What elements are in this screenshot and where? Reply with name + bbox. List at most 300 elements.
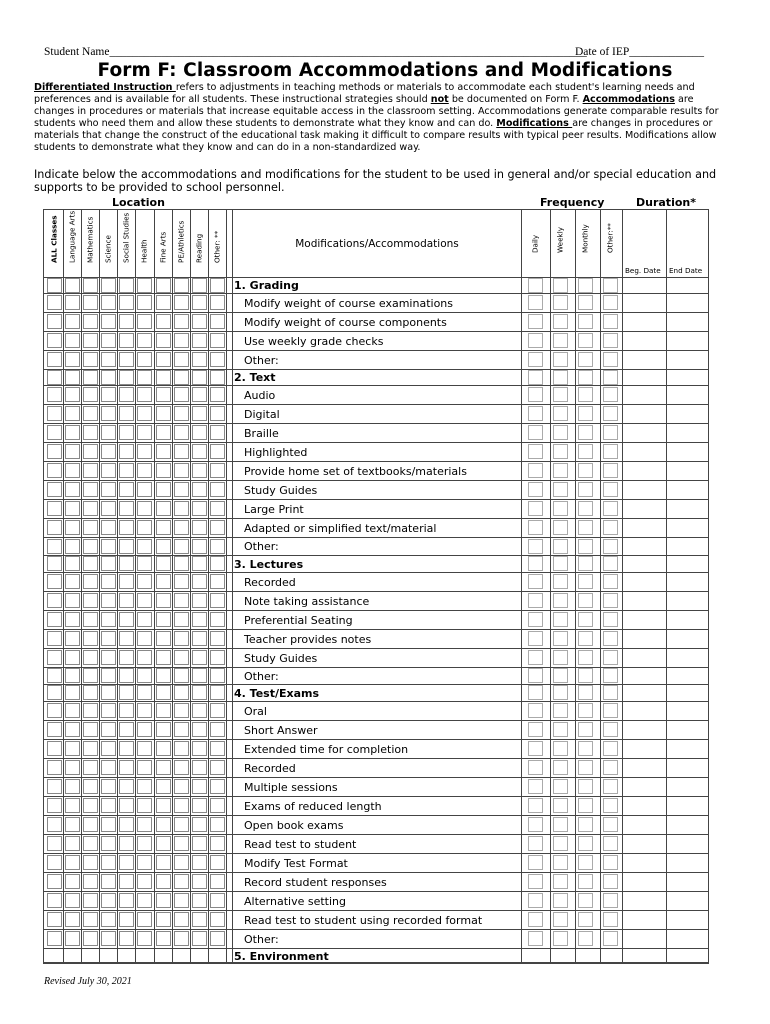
location-checkbox[interactable] [47,893,62,908]
location-checkbox[interactable] [119,931,134,946]
location-checkbox[interactable] [156,593,171,608]
frequency-checkbox[interactable] [553,370,568,385]
location-checkbox[interactable] [101,556,116,571]
location-checkbox[interactable] [101,668,116,683]
location-checkbox[interactable] [192,314,207,329]
location-checkbox[interactable] [174,593,189,608]
location-checkbox[interactable] [65,370,80,385]
location-checkbox[interactable] [101,741,116,756]
location-checkbox[interactable] [47,855,62,870]
location-checkbox[interactable] [137,593,152,608]
frequency-checkbox[interactable] [553,836,568,851]
frequency-checkbox[interactable] [528,741,543,756]
location-checkbox[interactable] [47,352,62,367]
frequency-checkbox[interactable] [528,333,543,348]
location-checkbox[interactable] [119,520,134,535]
location-checkbox[interactable] [47,501,62,516]
location-checkbox[interactable] [47,539,62,554]
location-checkbox[interactable] [192,631,207,646]
location-checkbox[interactable] [156,612,171,627]
location-checkbox[interactable] [174,370,189,385]
location-checkbox[interactable] [65,668,80,683]
location-checkbox[interactable] [137,741,152,756]
location-checkbox[interactable] [174,703,189,718]
frequency-checkbox[interactable] [578,425,593,440]
location-checkbox[interactable] [101,912,116,927]
location-checkbox[interactable] [65,650,80,665]
location-checkbox[interactable] [192,931,207,946]
frequency-checkbox[interactable] [603,912,618,927]
location-checkbox[interactable] [192,333,207,348]
location-checkbox[interactable] [83,444,98,459]
location-checkbox[interactable] [83,539,98,554]
frequency-checkbox[interactable] [528,501,543,516]
frequency-checkbox[interactable] [578,855,593,870]
frequency-checkbox[interactable] [578,668,593,683]
location-checkbox[interactable] [101,893,116,908]
frequency-checkbox[interactable] [578,893,593,908]
frequency-checkbox[interactable] [603,352,618,367]
location-checkbox[interactable] [83,703,98,718]
location-checkbox[interactable] [174,668,189,683]
location-checkbox[interactable] [83,631,98,646]
location-checkbox[interactable] [174,912,189,927]
location-checkbox[interactable] [65,406,80,421]
location-checkbox[interactable] [156,387,171,402]
frequency-checkbox[interactable] [553,668,568,683]
frequency-checkbox[interactable] [578,779,593,794]
location-checkbox[interactable] [192,685,207,700]
frequency-checkbox[interactable] [578,520,593,535]
location-checkbox[interactable] [119,798,134,813]
location-checkbox[interactable] [119,650,134,665]
frequency-checkbox[interactable] [553,650,568,665]
frequency-checkbox[interactable] [553,314,568,329]
location-checkbox[interactable] [83,593,98,608]
frequency-checkbox[interactable] [578,685,593,700]
frequency-checkbox[interactable] [528,703,543,718]
location-checkbox[interactable] [174,798,189,813]
location-checkbox[interactable] [137,874,152,889]
location-checkbox[interactable] [83,612,98,627]
location-checkbox[interactable] [83,855,98,870]
location-checkbox[interactable] [47,444,62,459]
location-checkbox[interactable] [47,556,62,571]
location-checkbox[interactable] [65,855,80,870]
frequency-checkbox[interactable] [528,444,543,459]
location-checkbox[interactable] [47,668,62,683]
location-checkbox[interactable] [119,278,134,293]
location-checkbox[interactable] [192,836,207,851]
frequency-checkbox[interactable] [528,631,543,646]
frequency-checkbox[interactable] [553,779,568,794]
location-checkbox[interactable] [83,798,98,813]
location-checkbox[interactable] [137,668,152,683]
location-checkbox[interactable] [192,612,207,627]
location-checkbox[interactable] [101,370,116,385]
frequency-checkbox[interactable] [553,463,568,478]
frequency-checkbox[interactable] [603,817,618,832]
location-checkbox[interactable] [83,556,98,571]
frequency-checkbox[interactable] [553,295,568,310]
location-checkbox[interactable] [119,314,134,329]
location-checkbox[interactable] [101,779,116,794]
location-checkbox[interactable] [210,612,225,627]
location-checkbox[interactable] [65,931,80,946]
location-checkbox[interactable] [101,406,116,421]
frequency-checkbox[interactable] [578,539,593,554]
location-checkbox[interactable] [192,893,207,908]
location-checkbox[interactable] [174,333,189,348]
location-checkbox[interactable] [156,893,171,908]
location-checkbox[interactable] [156,650,171,665]
location-checkbox[interactable] [210,520,225,535]
location-checkbox[interactable] [192,295,207,310]
location-checkbox[interactable] [156,836,171,851]
frequency-checkbox[interactable] [578,760,593,775]
location-checkbox[interactable] [137,482,152,497]
location-checkbox[interactable] [156,668,171,683]
location-checkbox[interactable] [210,501,225,516]
location-checkbox[interactable] [83,520,98,535]
location-checkbox[interactable] [101,463,116,478]
location-checkbox[interactable] [137,387,152,402]
frequency-checkbox[interactable] [578,593,593,608]
location-checkbox[interactable] [137,685,152,700]
frequency-checkbox[interactable] [553,520,568,535]
location-checkbox[interactable] [156,631,171,646]
frequency-checkbox[interactable] [553,760,568,775]
location-checkbox[interactable] [174,836,189,851]
location-checkbox[interactable] [119,352,134,367]
location-checkbox[interactable] [137,893,152,908]
frequency-checkbox[interactable] [553,425,568,440]
location-checkbox[interactable] [119,836,134,851]
location-checkbox[interactable] [83,874,98,889]
location-checkbox[interactable] [65,779,80,794]
location-checkbox[interactable] [101,836,116,851]
location-checkbox[interactable] [137,798,152,813]
location-checkbox[interactable] [65,722,80,737]
location-checkbox[interactable] [65,314,80,329]
location-checkbox[interactable] [47,779,62,794]
location-checkbox[interactable] [83,482,98,497]
location-checkbox[interactable] [119,685,134,700]
location-checkbox[interactable] [192,817,207,832]
location-checkbox[interactable] [156,931,171,946]
location-checkbox[interactable] [192,278,207,293]
location-checkbox[interactable] [137,931,152,946]
location-checkbox[interactable] [65,425,80,440]
location-checkbox[interactable] [174,722,189,737]
location-checkbox[interactable] [47,295,62,310]
location-checkbox[interactable] [101,352,116,367]
location-checkbox[interactable] [137,278,152,293]
location-checkbox[interactable] [210,817,225,832]
location-checkbox[interactable] [210,650,225,665]
location-checkbox[interactable] [174,855,189,870]
location-checkbox[interactable] [119,370,134,385]
location-checkbox[interactable] [83,741,98,756]
frequency-checkbox[interactable] [603,855,618,870]
location-checkbox[interactable] [174,278,189,293]
frequency-checkbox[interactable] [603,874,618,889]
location-checkbox[interactable] [210,855,225,870]
location-checkbox[interactable] [119,893,134,908]
location-checkbox[interactable] [47,741,62,756]
location-checkbox[interactable] [47,760,62,775]
location-checkbox[interactable] [156,295,171,310]
location-checkbox[interactable] [156,352,171,367]
location-checkbox[interactable] [83,333,98,348]
frequency-checkbox[interactable] [603,539,618,554]
frequency-checkbox[interactable] [528,425,543,440]
location-checkbox[interactable] [156,685,171,700]
location-checkbox[interactable] [192,703,207,718]
location-checkbox[interactable] [210,779,225,794]
frequency-checkbox[interactable] [553,722,568,737]
location-checkbox[interactable] [101,482,116,497]
location-checkbox[interactable] [101,295,116,310]
frequency-checkbox[interactable] [528,539,543,554]
location-checkbox[interactable] [210,760,225,775]
location-checkbox[interactable] [210,741,225,756]
location-checkbox[interactable] [174,501,189,516]
location-checkbox[interactable] [156,798,171,813]
location-checkbox[interactable] [210,685,225,700]
frequency-checkbox[interactable] [603,444,618,459]
location-checkbox[interactable] [156,463,171,478]
location-checkbox[interactable] [174,612,189,627]
location-checkbox[interactable] [137,425,152,440]
location-checkbox[interactable] [119,463,134,478]
location-checkbox[interactable] [192,370,207,385]
location-checkbox[interactable] [210,406,225,421]
location-checkbox[interactable] [156,539,171,554]
location-checkbox[interactable] [47,685,62,700]
location-checkbox[interactable] [192,741,207,756]
location-checkbox[interactable] [83,668,98,683]
location-checkbox[interactable] [156,406,171,421]
frequency-checkbox[interactable] [578,650,593,665]
frequency-checkbox[interactable] [578,798,593,813]
location-checkbox[interactable] [210,722,225,737]
location-checkbox[interactable] [101,874,116,889]
frequency-checkbox[interactable] [553,741,568,756]
frequency-checkbox[interactable] [578,703,593,718]
location-checkbox[interactable] [47,722,62,737]
location-checkbox[interactable] [174,893,189,908]
location-checkbox[interactable] [174,574,189,589]
location-checkbox[interactable] [83,650,98,665]
location-checkbox[interactable] [210,912,225,927]
location-checkbox[interactable] [83,817,98,832]
location-checkbox[interactable] [156,855,171,870]
location-checkbox[interactable] [47,836,62,851]
location-checkbox[interactable] [119,593,134,608]
location-checkbox[interactable] [47,520,62,535]
frequency-checkbox[interactable] [553,855,568,870]
location-checkbox[interactable] [156,703,171,718]
location-checkbox[interactable] [119,444,134,459]
frequency-checkbox[interactable] [603,333,618,348]
location-checkbox[interactable] [65,556,80,571]
frequency-checkbox[interactable] [603,631,618,646]
location-checkbox[interactable] [119,425,134,440]
frequency-checkbox[interactable] [553,817,568,832]
location-checkbox[interactable] [65,295,80,310]
frequency-checkbox[interactable] [553,278,568,293]
location-checkbox[interactable] [47,912,62,927]
frequency-checkbox[interactable] [603,463,618,478]
location-checkbox[interactable] [47,631,62,646]
location-checkbox[interactable] [137,333,152,348]
location-checkbox[interactable] [47,703,62,718]
location-checkbox[interactable] [47,593,62,608]
location-checkbox[interactable] [101,631,116,646]
location-checkbox[interactable] [137,352,152,367]
location-checkbox[interactable] [137,855,152,870]
frequency-checkbox[interactable] [578,556,593,571]
frequency-checkbox[interactable] [528,650,543,665]
location-checkbox[interactable] [65,501,80,516]
location-checkbox[interactable] [101,314,116,329]
frequency-checkbox[interactable] [528,931,543,946]
location-checkbox[interactable] [65,539,80,554]
frequency-checkbox[interactable] [528,463,543,478]
location-checkbox[interactable] [210,668,225,683]
location-checkbox[interactable] [210,314,225,329]
location-checkbox[interactable] [192,798,207,813]
location-checkbox[interactable] [137,703,152,718]
location-checkbox[interactable] [137,722,152,737]
location-checkbox[interactable] [101,501,116,516]
frequency-checkbox[interactable] [528,482,543,497]
location-checkbox[interactable] [101,387,116,402]
frequency-checkbox[interactable] [603,650,618,665]
location-checkbox[interactable] [101,593,116,608]
location-checkbox[interactable] [83,406,98,421]
location-checkbox[interactable] [192,539,207,554]
location-checkbox[interactable] [83,931,98,946]
frequency-checkbox[interactable] [528,612,543,627]
location-checkbox[interactable] [137,539,152,554]
location-checkbox[interactable] [101,539,116,554]
frequency-checkbox[interactable] [578,387,593,402]
location-checkbox[interactable] [210,798,225,813]
location-checkbox[interactable] [101,703,116,718]
location-checkbox[interactable] [192,352,207,367]
frequency-checkbox[interactable] [578,741,593,756]
location-checkbox[interactable] [192,463,207,478]
location-checkbox[interactable] [137,612,152,627]
frequency-checkbox[interactable] [553,631,568,646]
frequency-checkbox[interactable] [528,668,543,683]
location-checkbox[interactable] [119,668,134,683]
location-checkbox[interactable] [192,556,207,571]
frequency-checkbox[interactable] [578,352,593,367]
location-checkbox[interactable] [210,931,225,946]
frequency-checkbox[interactable] [553,612,568,627]
frequency-checkbox[interactable] [528,314,543,329]
location-checkbox[interactable] [65,352,80,367]
location-checkbox[interactable] [210,295,225,310]
frequency-checkbox[interactable] [578,931,593,946]
frequency-checkbox[interactable] [553,798,568,813]
location-checkbox[interactable] [101,685,116,700]
location-checkbox[interactable] [101,333,116,348]
location-checkbox[interactable] [47,798,62,813]
location-checkbox[interactable] [119,631,134,646]
location-checkbox[interactable] [65,387,80,402]
location-checkbox[interactable] [119,387,134,402]
frequency-checkbox[interactable] [578,874,593,889]
location-checkbox[interactable] [192,482,207,497]
location-checkbox[interactable] [174,817,189,832]
location-checkbox[interactable] [101,650,116,665]
location-checkbox[interactable] [137,760,152,775]
location-checkbox[interactable] [156,444,171,459]
location-checkbox[interactable] [192,912,207,927]
frequency-checkbox[interactable] [578,463,593,478]
location-checkbox[interactable] [137,631,152,646]
location-checkbox[interactable] [119,703,134,718]
location-checkbox[interactable] [174,631,189,646]
location-checkbox[interactable] [47,463,62,478]
frequency-checkbox[interactable] [603,893,618,908]
frequency-checkbox[interactable] [603,779,618,794]
location-checkbox[interactable] [47,333,62,348]
frequency-checkbox[interactable] [578,612,593,627]
frequency-checkbox[interactable] [528,685,543,700]
frequency-checkbox[interactable] [528,387,543,402]
location-checkbox[interactable] [137,574,152,589]
location-checkbox[interactable] [83,685,98,700]
frequency-checkbox[interactable] [603,314,618,329]
location-checkbox[interactable] [192,593,207,608]
frequency-checkbox[interactable] [528,874,543,889]
location-checkbox[interactable] [210,556,225,571]
location-checkbox[interactable] [101,817,116,832]
location-checkbox[interactable] [156,278,171,293]
location-checkbox[interactable] [47,278,62,293]
frequency-checkbox[interactable] [553,874,568,889]
location-checkbox[interactable] [119,539,134,554]
frequency-checkbox[interactable] [578,631,593,646]
frequency-checkbox[interactable] [603,574,618,589]
frequency-checkbox[interactable] [578,278,593,293]
location-checkbox[interactable] [156,912,171,927]
location-checkbox[interactable] [174,406,189,421]
location-checkbox[interactable] [65,685,80,700]
location-checkbox[interactable] [101,278,116,293]
location-checkbox[interactable] [119,482,134,497]
frequency-checkbox[interactable] [578,501,593,516]
location-checkbox[interactable] [210,444,225,459]
location-checkbox[interactable] [210,387,225,402]
location-checkbox[interactable] [47,612,62,627]
location-checkbox[interactable] [156,333,171,348]
location-checkbox[interactable] [83,370,98,385]
frequency-checkbox[interactable] [603,425,618,440]
location-checkbox[interactable] [156,520,171,535]
location-checkbox[interactable] [137,817,152,832]
location-checkbox[interactable] [65,463,80,478]
location-checkbox[interactable] [47,387,62,402]
location-checkbox[interactable] [174,539,189,554]
location-checkbox[interactable] [101,425,116,440]
frequency-checkbox[interactable] [528,779,543,794]
